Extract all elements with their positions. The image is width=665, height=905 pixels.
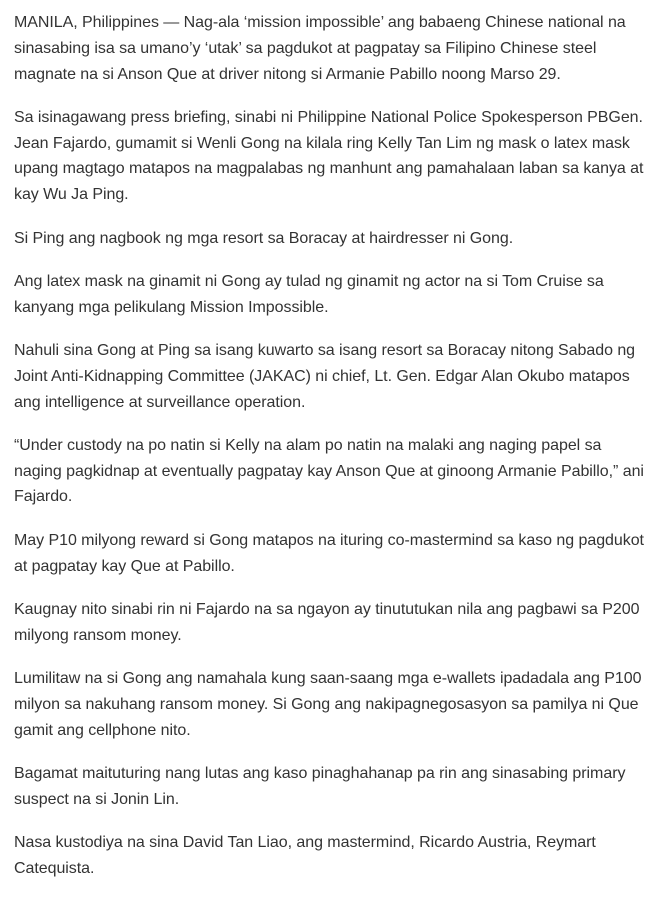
article-paragraph: Sa isinagawang press briefing, sinabi ni Philippine National Police Spokesperson PBGen. Jean Fajardo, gumamit si Wenli Gong na kilala ring Kelly Tan Lim ng mask o latex mask upang magtago matapos na magpalabas ng manhunt ang pamahalaan laban sa kanya at kay Wu Ja Ping.	[14, 108, 644, 204]
article-paragraph: Kaugnay nito sinabi rin ni Fajardo na sa ngayon ay tinututukan nila ang pagbawi sa P200 milyong ransom money.	[14, 600, 640, 644]
article-paragraph: Si Ping ang nagbook ng mga resort sa Boracay at hairdresser ni Gong.	[14, 229, 514, 247]
article-paragraph: Lumilitaw na si Gong ang namahala kung saan-saang mga e-wallets ipadadala ang P100 milyon sa nakuhang ransom money. Si Gong ang nakipagnegosasyon sa pamilya ni Que gamit ang cellphone nito.	[14, 669, 642, 739]
article-paragraph: “Under custody na po natin si Kelly na alam po natin na malaki ang naging papel sa naging pagkidnap at eventually pagpatay kay Anson Que at ginoong Armanie Pabillo,” ani Fajardo.	[14, 436, 644, 506]
article-paragraph: Ang latex mask na ginamit ni Gong ay tulad ng ginamit ng actor na si Tom Cruise sa kanyang mga pelikulang Mission Impossible.	[14, 272, 604, 316]
article-paragraph: Nasa kustodiya na sina David Tan Liao, ang mastermind, Ricardo Austria, Reymart Catequista.	[14, 833, 596, 877]
article-paragraph: May P10 milyong reward si Gong matapos na ituring co-mastermind sa kaso ng pagdukot at pagpatay kay Que at Pabillo.	[14, 531, 644, 575]
article-paragraph: Bagamat maituturing nang lutas ang kaso pinaghahanap pa rin ang sinasabing primary suspect na si Jonin Lin.	[14, 764, 626, 808]
article-paragraph: MANILA, Philippines — Nag-ala ‘mission impossible’ ang babaeng Chinese national na sinasabing isa sa umano’y ‘utak’ sa pagdukot at pagpatay sa Filipino Chinese steel magnate na si Anson Que at driver nitong si Armanie Pabillo noong Marso 29.	[14, 14, 626, 83]
article-paragraph: Nahuli sina Gong at Ping sa isang kuwarto sa isang resort sa Boracay nitong Sabado ng Joint Anti-Kidnapping Committee (JAKAC) ni chief, Lt. Gen. Edgar Alan Okubo matapos ang intelligence at surveillance operation.	[14, 341, 636, 411]
